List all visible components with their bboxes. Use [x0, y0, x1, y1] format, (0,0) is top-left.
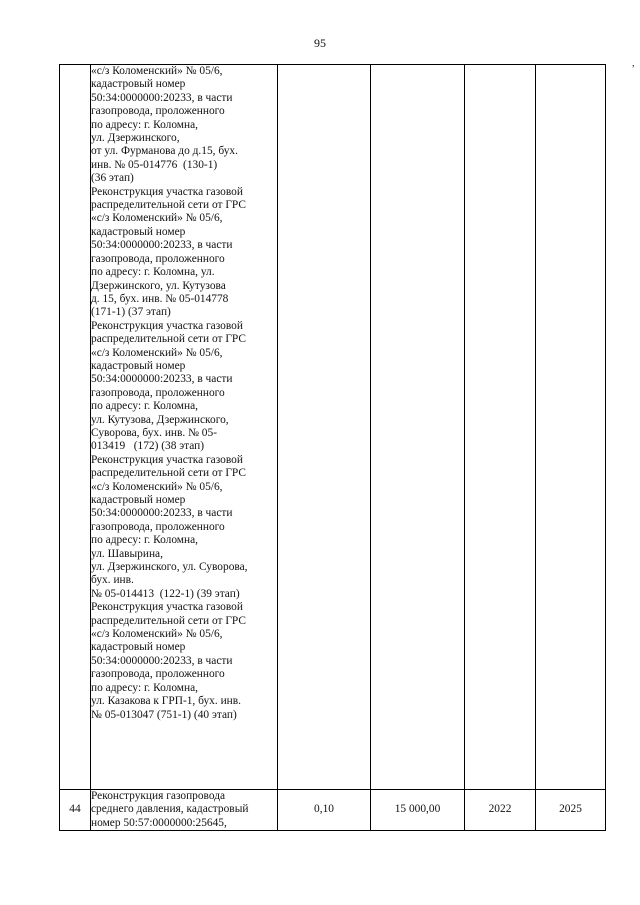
text-line: газопровода, проложенного — [91, 668, 225, 681]
row-number-cell — [60, 65, 91, 790]
text-line: Реконструкция газопровода — [91, 790, 226, 802]
text-line: 013419 (172) (38 этап) — [91, 440, 205, 453]
text-line: 50:34:0000000:20233, в части — [91, 507, 233, 520]
investment-table — [59, 64, 606, 831]
cost-value: 15 000,00 — [371, 790, 465, 831]
text-line: Дзержинского, ул. Кутузова — [91, 279, 226, 292]
text-line: Суворова, бух. инв. № 05- — [91, 426, 217, 439]
text-line: кадастровый номер — [91, 78, 186, 91]
text-line: д. 15, бух. инв. № 05-014778 — [91, 292, 229, 305]
description-text — [91, 65, 277, 722]
length-value: 0,10 — [278, 790, 371, 831]
text-line: «с/з Коломенский» № 05/6, — [91, 346, 223, 359]
text-line: «с/з Коломенский» № 05/6, — [91, 212, 223, 225]
text-line: кадастровый номер — [91, 494, 186, 506]
text-line: по адресу: г. Коломна, — [91, 118, 199, 131]
text-line: кадастровый номер — [91, 359, 186, 372]
description-text — [91, 790, 277, 830]
text-line: газопровода, проложенного — [91, 252, 225, 265]
text-line: инв. № 05-014776 (130-1) — [91, 158, 218, 171]
text-line: № 05-013047 (751-1) (40 этап) — [91, 708, 237, 721]
text-line: 50:34:0000000:20233, в части — [91, 91, 233, 104]
text-line: Реконструкция участка газовой — [91, 185, 243, 198]
start-year-cell — [465, 65, 536, 790]
row-number: 44 — [60, 790, 91, 831]
table-row-continuation — [60, 65, 606, 790]
text-line: от ул. Фурманова до д.15, бух. — [91, 145, 238, 158]
text-line: по адресу: г. Коломна, — [91, 534, 199, 547]
text-line: кадастровый номер — [91, 641, 186, 654]
description-cell — [91, 790, 278, 831]
text-line: по адресу: г. Коломна, — [91, 400, 199, 413]
text-line: номер 50:57:0000000:25645, — [91, 816, 227, 829]
text-line: распределительной сети от ГРС — [91, 199, 246, 212]
text-line: газопровода, проложенного — [91, 520, 225, 533]
table-row-44 — [60, 790, 606, 831]
text-line: Реконструкция участка газовой — [91, 319, 243, 332]
text-line: «с/з Коломенский» № 05/6, — [91, 65, 223, 77]
text-line: по адресу: г. Коломна, ул. — [91, 266, 215, 279]
text-line: газопровода, проложенного — [91, 105, 225, 118]
end-year-cell — [536, 65, 606, 790]
text-line: (171-1) (37 этап) — [91, 306, 171, 319]
start-year-value: 2022 — [465, 790, 536, 831]
cost-cell — [371, 65, 465, 790]
page-number: 95 — [314, 36, 326, 50]
text-line: «с/з Коломенский» № 05/6, — [91, 628, 223, 641]
text-line: Реконструкция участка газовой — [91, 601, 243, 614]
text-line: газопровода, проложенного — [91, 386, 225, 399]
text-line: ул. Казакова к ГРП-1, бух. инв. — [91, 695, 241, 708]
side-mark: , — [632, 58, 635, 69]
end-year-value: 2025 — [536, 790, 606, 831]
text-line: 50:34:0000000:20233, в части — [91, 373, 233, 386]
text-line: 50:34:0000000:20233, в части — [91, 239, 233, 252]
text-line: (36 этап) — [91, 172, 134, 185]
text-line: Реконструкция участка газовой — [91, 453, 243, 466]
text-line: ул. Кутузова, Дзержинского, — [91, 413, 229, 426]
text-line: № 05-014413 (122-1) (39 этап) — [91, 587, 240, 600]
text-line: распределительной сети от ГРС — [91, 467, 246, 480]
text-line: по адресу: г. Коломна, — [91, 681, 199, 694]
text-line: «с/з Коломенский» № 05/6, — [91, 480, 223, 493]
text-line: ул. Шавырина, — [91, 547, 163, 560]
text-line: среднего давления, кадастровый — [91, 803, 249, 816]
text-line: ул. Дзержинского, — [91, 132, 180, 145]
text-line: 50:34:0000000:20233, в части — [91, 654, 233, 667]
text-line: распределительной сети от ГРС — [91, 614, 246, 627]
text-line: кадастровый номер — [91, 225, 186, 238]
text-line: бух. инв. — [91, 574, 134, 587]
length-cell — [278, 65, 371, 790]
text-line: распределительной сети от ГРС — [91, 333, 246, 346]
description-cell — [91, 65, 278, 790]
text-line: ул. Дзержинского, ул. Суворова, — [91, 561, 248, 574]
